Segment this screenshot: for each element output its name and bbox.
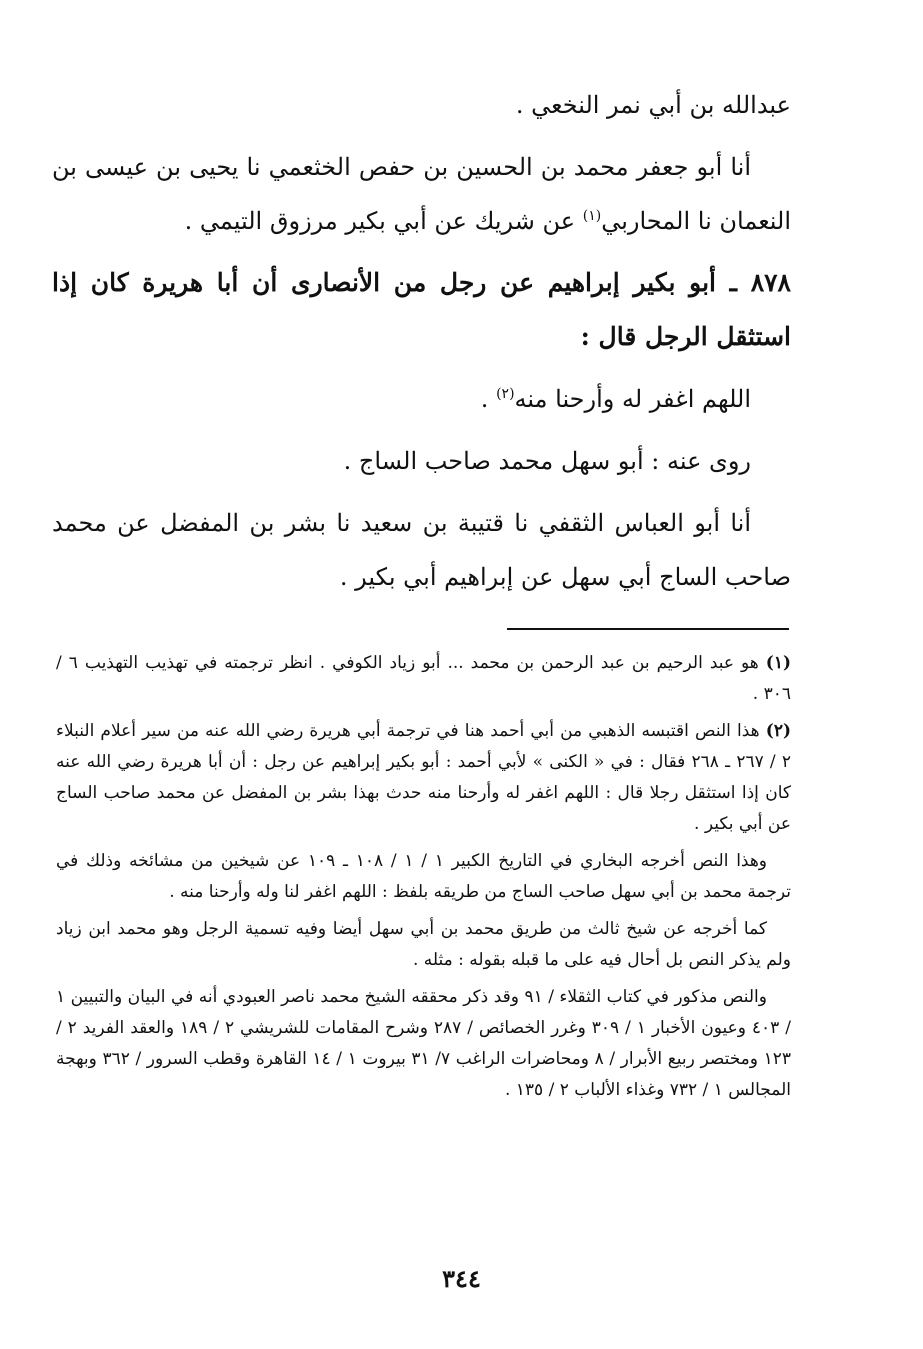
spacer: [52, 248, 791, 256]
spacer: [52, 488, 791, 496]
isnad-text-a: أنا أبو جعفر محمد بن الحسين بن حفص الخثعمي نا يحيى بن عيسى بن النعمان نا المحاربي: [52, 153, 791, 235]
prayer-line: [52, 372, 791, 426]
prayer-text: اللهم اغفر له وأرحنا منه: [514, 385, 751, 413]
isnad-paragraph-1: [52, 140, 791, 248]
spacer: [52, 426, 791, 434]
page-number: ٣٤٤: [442, 1264, 481, 1293]
footnote-2-paragraph-2: وهذا النص أخرجه البخاري في التاريخ الكبير ١ / ١ / ١٠٨ ـ ١٠٩ عن شيخين من مشائخه وذلك في ترجمة محمد بن أبي سهل صاحب الساج من طريقه بلفظ : اللهم اغفر لنا وله وأرحنا منه .: [56, 851, 791, 902]
footnote-1-number: (١): [765, 653, 791, 673]
footnote-1: [56, 648, 791, 710]
footnote-separator: [507, 628, 789, 630]
isnad-paragraph-2: أنا أبو العباس الثقفي نا قتيبة بن سعيد نا بشر بن المفضل عن محمد صاحب الساج أبي سهل عن إبراهيم أبي بكير .: [52, 509, 791, 591]
spacer: [52, 364, 791, 372]
narrator-line: روى عنه : أبو سهل محمد صاحب الساج .: [343, 447, 751, 475]
footnote-2: [56, 716, 791, 840]
footnote-1-text: هو عبد الرحيم بن عبد الرحمن بن محمد ... أبو زياد الكوفي . انظر ترجمته في تهذيب التهذيب ٦ / ٣٠٦ .: [56, 653, 791, 704]
footnote-ref-2[interactable]: (٢): [496, 386, 515, 402]
footnote-2-text: هذا النص اقتبسه الذهبي من أبي أحمد هنا في ترجمة أبي هريرة رضي الله عنه من سير أعلام النبلاء ٢ / ٢٦٧ ـ ٢٦٨ فقال : في « الكنى » لأبي أحمد : أبو بكير إبراهيم عن رجل : أن أبا هريرة رضي الله عنه كان إذا استثقل رجلا قال : اللهم اغفر له وأرحنا منه حدث بهذا بشر بن المفضل عن محمد صاحب الساج عن أبي بكير .: [56, 721, 791, 834]
footnote-2-paragraph-4: والنص مذكور في كتاب الثقلاء / ٩١ وقد ذكر محققه الشيخ محمد ناصر العبودي أنه في البيان والتبيين ١ / ٤٠٣ وعيون الأخبار ١ / ٣٠٩ وغرر الخصائص / ٢٨٧ وشرح المقامات للشريشي ٢ / ١٨٩ والعقد الفريد ٢ / ١٢٣ ومختصر ربيع الأبرار / ٨ ومحاضرات الراغب ٧/ ٣١ بيروت ١ / ١٤ القاهرة وقطب السرور / ٣٦٢ وبهجة المجالس ١ / ٧٣٢ وغذاء الألباب ٢ / ١٣٥ .: [56, 987, 792, 1100]
main-text: [52, 78, 791, 604]
footnote-2-paragraph-3: كما أخرجه عن شيخ ثالث من طريق محمد بن أبي سهل أيضا وفيه تسمية الرجل وهو محمد ابن زياد ولم يذكر النص بل أحال فيه على ما قبله بقوله : مثله .: [56, 919, 791, 970]
entry-heading-878: ٨٧٨ ـ أبو بكير إبراهيم عن رجل من الأنصارى أن أبا هريرة كان إذا استثقل الرجل قال :: [52, 268, 791, 351]
footnote-2-number: (٢): [765, 721, 791, 741]
prayer-end: .: [480, 385, 497, 413]
footnote-ref-1[interactable]: (١): [582, 208, 602, 224]
isnad-text-b: عن شريك عن أبي بكير مرزوق التيمي .: [184, 207, 583, 235]
spacer: [52, 132, 791, 140]
continuation-line: عبدالله بن أبي نمر النخعي .: [515, 91, 791, 119]
footnotes: [56, 648, 791, 1106]
